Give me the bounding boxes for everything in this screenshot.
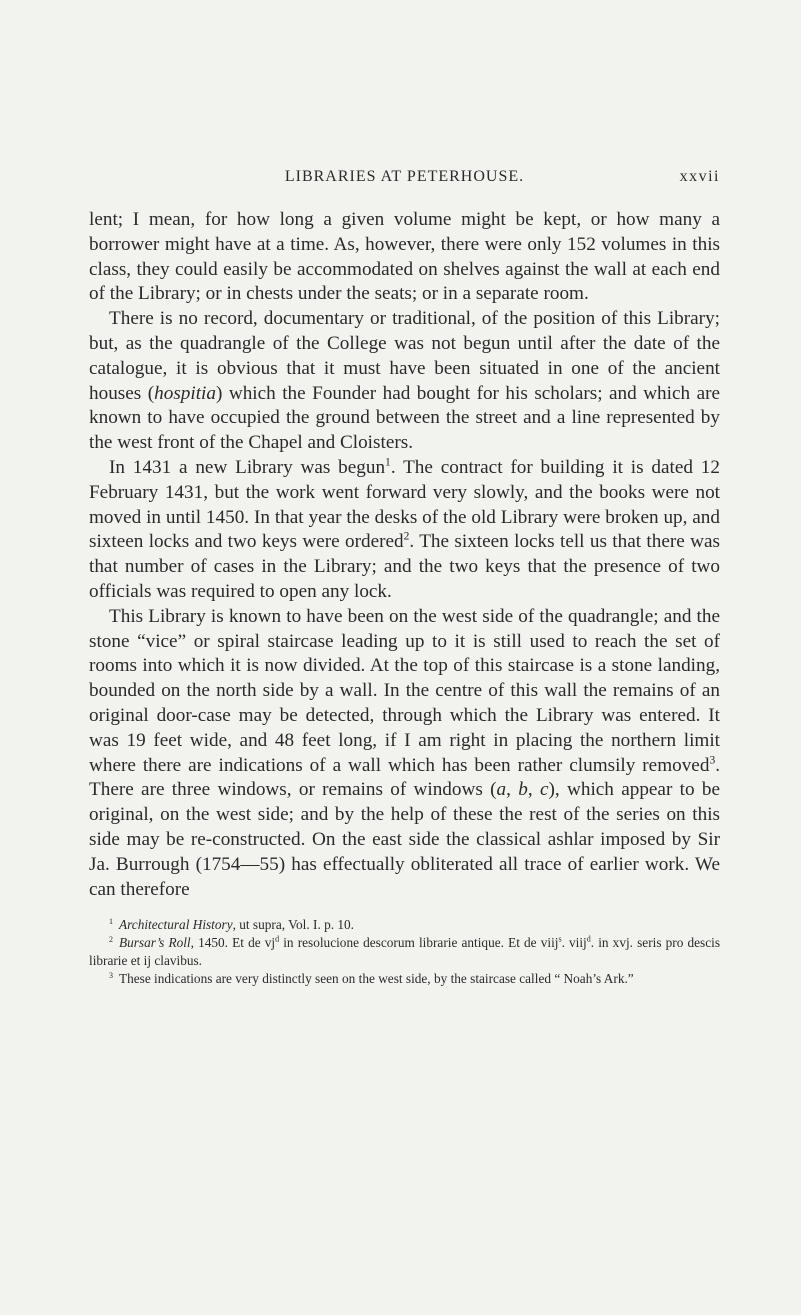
- italic-text: Bursar’s Roll: [118, 935, 191, 951]
- text-run: , 1450. Et de vj: [190, 935, 276, 951]
- footnote: [89, 970, 720, 988]
- footnote-number: 2: [109, 934, 113, 944]
- text-run: In 1431 a new Library was begun: [109, 456, 386, 478]
- italic-text: b: [518, 779, 528, 801]
- footnotes: [89, 916, 720, 988]
- paragraph: [89, 307, 720, 456]
- italic-text: hospitia: [154, 382, 216, 404]
- book-page: [89, 168, 720, 988]
- footnote: [89, 916, 720, 934]
- text-run: ,: [527, 779, 540, 801]
- text-run: . There are three windows, or remains of windows (: [89, 754, 720, 801]
- text-run: ,: [506, 779, 519, 801]
- text-run: . in xvj. seris pro descis librarie et ij clavibus.: [89, 935, 721, 969]
- footnote-number: 3: [109, 970, 113, 980]
- text-run: These indications are very distinctly seen on the west side, by the staircase called “ Noah’s Ark.”: [118, 971, 634, 987]
- text-run: , ut supra, Vol. I. p. 10.: [232, 917, 355, 933]
- running-head: [89, 168, 720, 190]
- superscript-mark: 1: [385, 456, 391, 469]
- paragraph: [89, 456, 720, 605]
- paragraph: [89, 605, 720, 903]
- italic-text: c: [539, 779, 549, 801]
- paragraph: [89, 208, 720, 307]
- text-run: . The contract for building it is dated 12 February 1431, but the work went forward very slowly, and the books were not moved in until 1450. In that year the desks of the old Library were broken up, and sixteen locks and two keys were ordered: [89, 456, 720, 553]
- text-run: This Library is known to have been on the west side of the quadrangle; and the stone “vice” or spiral staircase leading up to it is still used to reach the set of rooms into which it is now divided. At the top of this staircase is a stone landing, bounded on the north side by a wall. In the centre of this wall the remains of an original door-case may be detected, through which the Library was entered. It was 19 feet wide, and 48 feet long, if I am right in placing the northern limit where there are indications of a wall which has been rather clumsily removed: [89, 605, 720, 776]
- text-run: ), which appear to be original, on the west side; and by the help of these the rest of the series on this side may be re-constructed. On the east side the classical ashlar imposed by Sir Ja. Burrough (1754—55) has effectually obliterated all trace of earlier work. We can therefore: [89, 779, 721, 900]
- text-run: lent; I mean, for how long a given volume might be kept, or how many a borrower might have at a time. As, however, there were only 152 volumes in this class, they could easily be accommodated on shelves against the wall at each end of the Library; or in chests under the seats; or in a separate room.: [89, 209, 720, 305]
- superscript-mark: d: [275, 934, 280, 944]
- body-text: [89, 208, 720, 902]
- footnote: [89, 934, 720, 970]
- superscript-mark: s: [558, 934, 562, 944]
- running-head-title: LIBRARIES AT PETERHOUSE.: [284, 168, 525, 185]
- text-run: . The sixteen locks tell us that there was that number of cases in the Library; and the two keys that the presence of two officials was required to open any lock.: [89, 531, 720, 602]
- italic-text: a: [496, 779, 507, 801]
- footnote-number: 1: [109, 916, 113, 926]
- text-run: in resolucione descorum librarie antique. Et de viij: [279, 935, 559, 951]
- superscript-mark: 2: [403, 530, 410, 543]
- superscript-mark: 3: [709, 754, 716, 767]
- italic-text: Architectural History: [118, 917, 233, 933]
- text-run: . viij: [561, 935, 587, 951]
- text-run: ) which the Founder had bought for his scholars; and which are known to have occupied the ground between the street and a line represented by the west front of the Chapel and Cloisters.: [89, 382, 721, 454]
- page-number: xxvii: [679, 168, 720, 185]
- text-run: There is no record, documentary or traditional, of the position of this Library; but, as the quadrangle of the College was not begun until after the date of the catalogue, it is obvious that it must have been situated in one of the ancient houses (: [89, 308, 720, 404]
- superscript-mark: d: [586, 934, 591, 944]
